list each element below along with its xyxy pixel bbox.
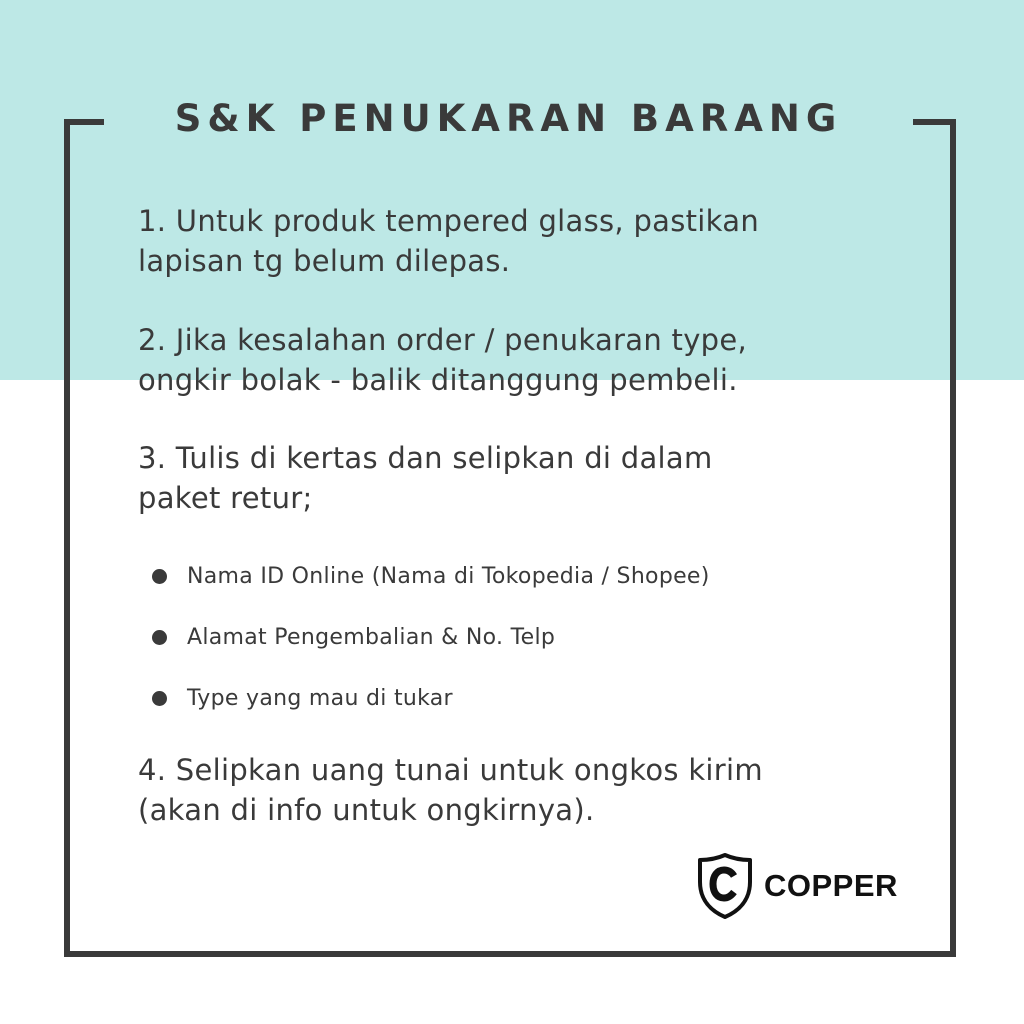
list-item xyxy=(152,607,710,668)
list-item xyxy=(152,668,710,729)
term-item-4-line-1: 4. Selipkan uang tunai untuk ongkos kirim xyxy=(138,753,763,787)
term-item-2 xyxy=(138,320,928,400)
term-item-3-line-2: paket retur; xyxy=(138,481,313,515)
frame-left xyxy=(64,119,70,957)
brand-logo xyxy=(696,852,898,920)
frame-top-left xyxy=(64,119,104,125)
frame-right xyxy=(950,119,956,957)
bullet-text: Type yang mau di tukar xyxy=(187,686,453,711)
bullet-dot-icon xyxy=(152,569,167,584)
term-item-3-line-1: 3. Tulis di kertas dan selipkan di dalam xyxy=(138,441,713,475)
term-item-2-line-1: 2. Jika kesalahan order / penukaran type, xyxy=(138,323,748,357)
bullet-dot-icon xyxy=(152,691,167,706)
term-item-1-line-2: lapisan tg belum dilepas. xyxy=(138,244,511,278)
brand-name: COPPER xyxy=(764,868,898,903)
list-item xyxy=(152,546,710,607)
bullet-text: Nama ID Online (Nama di Tokopedia / Shopee) xyxy=(187,564,710,589)
term-item-4-line-2: (akan di info untuk ongkirnya). xyxy=(138,793,595,827)
copper-shield-icon xyxy=(696,852,754,920)
term-item-1 xyxy=(138,201,928,281)
term-item-2-line-2: ongkir bolak - balik ditanggung pembeli. xyxy=(138,363,738,397)
term-item-4 xyxy=(138,750,928,830)
bullet-text: Alamat Pengembalian & No. Telp xyxy=(187,625,556,650)
bullet-list xyxy=(152,546,710,729)
page-title: S&K PENUKARAN BARANG xyxy=(174,97,843,140)
bullet-dot-icon xyxy=(152,630,167,645)
term-item-3 xyxy=(138,438,928,518)
term-item-1-line-1: 1. Untuk produk tempered glass, pastikan xyxy=(138,204,759,238)
frame-bottom xyxy=(64,951,956,957)
